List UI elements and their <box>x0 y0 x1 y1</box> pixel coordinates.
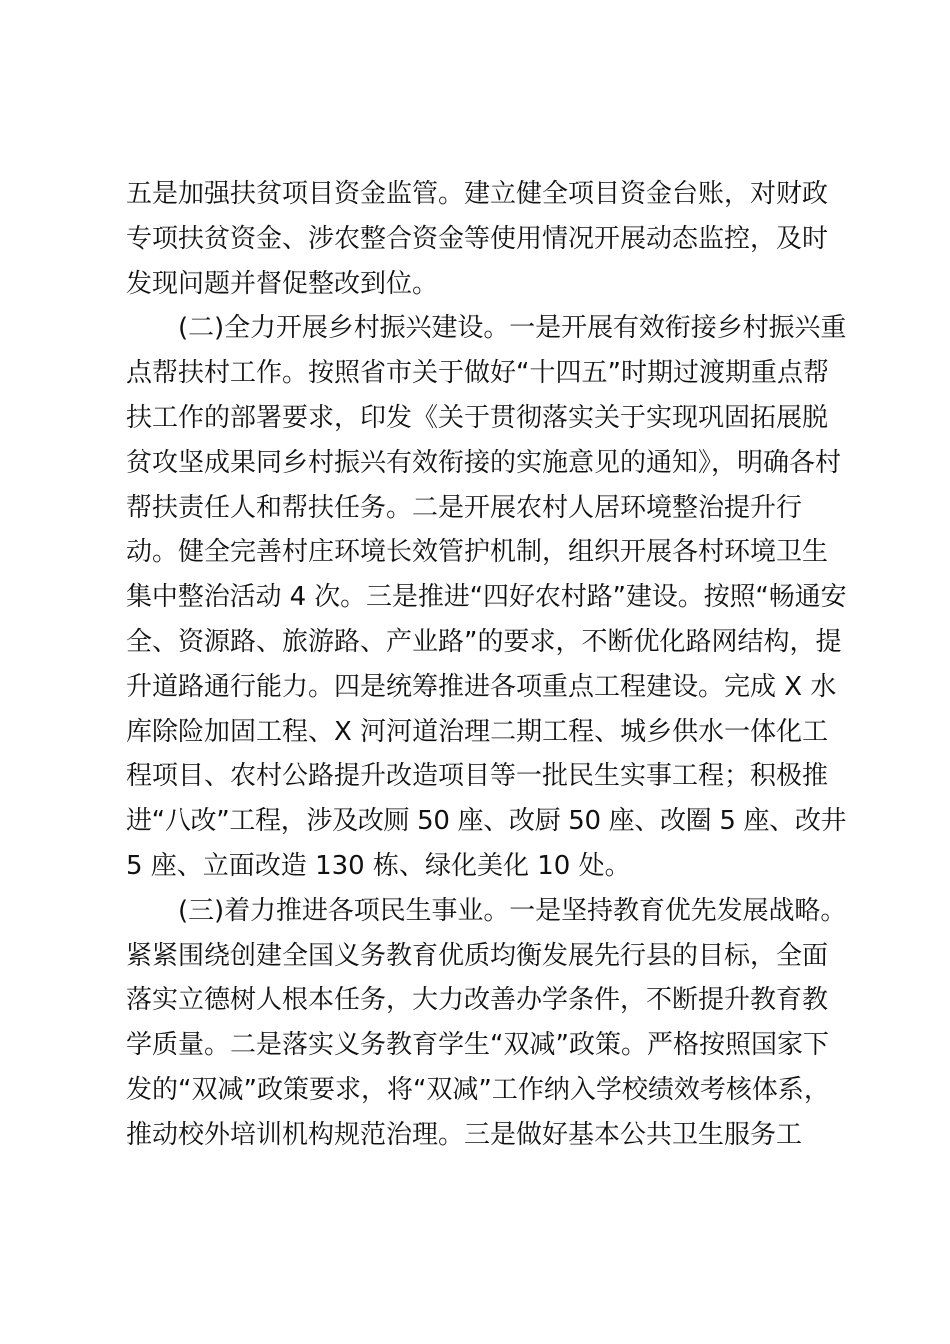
text-line: 落实立德树人根本任务，大力改善办学条件，不断提升教育教 <box>126 985 829 1016</box>
text-line: 专项扶贫资金、涉农整合资金等使用情况开展动态监控，及时 <box>126 223 829 254</box>
text-line: 5 座、立面改造 130 栋、绿化美化 10 处。 <box>126 850 631 881</box>
text-line: 紧紧围绕创建全国义务教育优质均衡发展先行县的目标，全面 <box>126 940 829 971</box>
text-line: 集中整治活动 4 次。三是推进“四好农村路”建设。按照“畅通安 <box>126 582 847 613</box>
text-line: 升道路通行能力。四是统筹推进各项重点工程建设。完成 X 水 <box>126 671 837 702</box>
text-line: 扶工作的部署要求，印发《关于贯彻落实关于实现巩固拓展脱 <box>126 402 829 433</box>
text-line: 点帮扶村工作。按照省市关于做好“十四五”时期过渡期重点帮 <box>126 358 829 389</box>
text-line: 全、资源路、旅游路、产业路”的要求，不断优化路网结构，提 <box>126 626 842 657</box>
text-line: 贫攻坚成果同乡村振兴有效衔接的实施意见的通知》，明确各村 <box>126 447 842 478</box>
text-line: 发的“双减”政策要求，将“双减”工作纳入学校绩效考核体系， <box>126 1074 830 1105</box>
text-line: (三)着力推进各项民生事业。一是坚持教育优先发展战略。 <box>178 895 847 926</box>
text-line: 库除险加固工程、X 河河道治理二期工程、城乡供水一体化工 <box>126 716 829 747</box>
document-body <box>126 172 846 1158</box>
text-line: 帮扶责任人和帮扶任务。二是开展农村人居环境整治提升行 <box>126 492 803 523</box>
text-line: 推动校外培训机构规范治理。三是做好基本公共卫生服务工 <box>126 1119 803 1150</box>
text-line: (二)全力开展乡村振兴建设。一是开展有效衔接乡村振兴重 <box>178 313 847 344</box>
text-line: 五是加强扶贫项目资金监管。建立健全项目资金台账，对财政 <box>126 179 829 209</box>
text-line: 学质量。二是落实义务教育学生“双减”政策。严格按照国家下 <box>126 1030 829 1061</box>
text-line: 动。健全完善村庄环境长效管护机制，组织开展各村环境卫生 <box>126 537 829 568</box>
text-line: 发现问题并督促整改到位。 <box>126 268 439 299</box>
text-line: 程项目、农村公路提升改造项目等一批民生实事工程；积极推 <box>126 761 829 792</box>
text-line: 进“八改”工程，涉及改厕 50 座、改厨 50 座、改圈 5 座、改井 <box>126 806 847 837</box>
